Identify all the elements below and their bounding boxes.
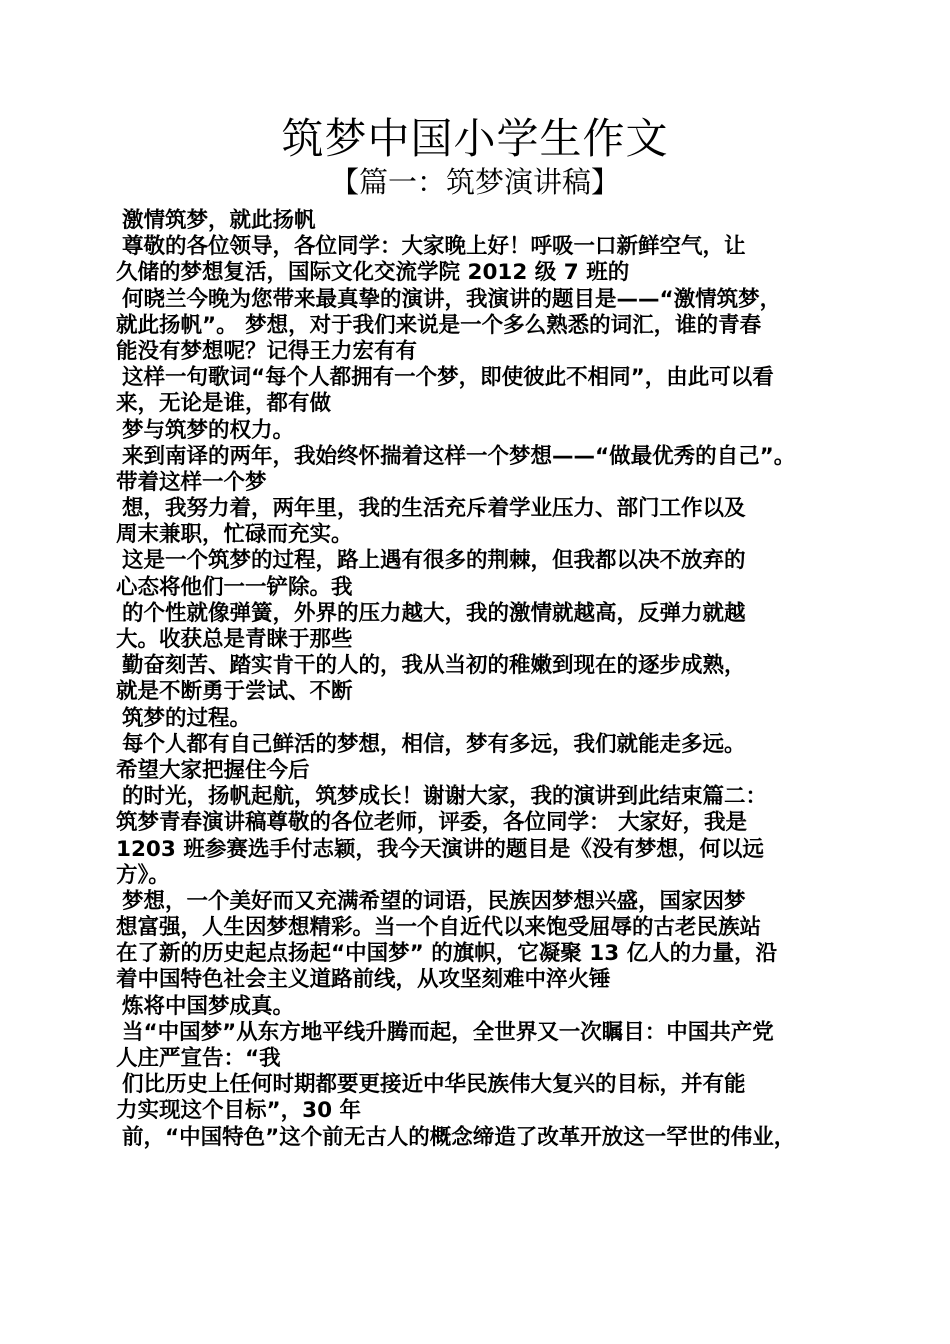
text-line: 人庄严宣告：“我 (116, 1046, 281, 1071)
text-line: 梦想，一个美好而又充满希望的词语，民族因梦想兴盛，国家因梦 (122, 888, 746, 914)
text-line: 尊敬的各位领导，各位同学：大家晚上好！呼吸一口新鲜空气，让 (122, 234, 746, 260)
text-line: 希望大家把握住今后 (116, 757, 310, 783)
text-line: 来到南译的两年，我始终怀揣着这样一个梦想——“做最优秀的自己”。 (122, 443, 796, 469)
text-line: 方》。 (116, 862, 170, 888)
text-line: 炼将中国梦成真。 (122, 993, 295, 1019)
text-line: 当“中国梦”从东方地平线升腾而起，全世界又一次瞩目：中国共产党 (122, 1019, 774, 1045)
text-line: 想，我努力着，两年里，我的生活充斥着学业压力、部门工作以及 (122, 496, 746, 522)
text-line: 这是一个筑梦的过程，路上遇有很多的荆棘，但我都以决不放弃的 (122, 548, 746, 574)
text-line: 筑梦青春演讲稿尊敬的各位老师，评委，各位同学： 大家好，我是 (116, 810, 747, 836)
text-line: 久储的梦想复活，国际文化交流学院 2012 级 7 班的 (116, 260, 630, 286)
text-line: 周末兼职，忙碌而充实。 (116, 522, 353, 548)
text-line: 的时光，扬帆起航，筑梦成长！谢谢大家，我的演讲到此结束篇二： (122, 784, 768, 810)
text-line: 梦与筑梦的权力。 (122, 417, 295, 443)
text-line: 筑梦的过程。 (122, 705, 252, 731)
text-line: 们比历史上任何时期都要更接近中华民族伟大复兴的目标，并有能 (122, 1072, 746, 1098)
text-line: 大。收获总是青睐于那些 (116, 627, 353, 652)
text-line: 来，无论是谁，都有做 (116, 391, 332, 417)
text-line: 带着这样一个梦 (116, 469, 267, 495)
text-line: 力实现这个目标”，30 年 (116, 1098, 362, 1124)
text-line: 就是不断勇于尝试、不断 (116, 679, 353, 705)
text-line: 着中国特色社会主义道路前线，从攻坚刻难中淬火锤 (116, 967, 611, 993)
text-line: 就此扬帆”。 梦想，对于我们来说是一个多么熟悉的词汇，谁的青春 (116, 312, 762, 338)
text-line: 这样一句歌词“每个人都拥有一个梦，即使彼此不相同”，由此可以看 (122, 365, 774, 391)
text-line: 每个人都有自己鲜活的梦想，相信，梦有多远，我们就能走多远。 (122, 731, 746, 757)
text-line: 1203 班参赛选手付志颖，我今天演讲的题目是《没有梦想，何以远 (116, 836, 764, 862)
text-line: 想富强，人生因梦想精彩。当一个自近代以来饱受屈辱的古老民族站 (116, 915, 762, 941)
text-line: 心态将他们一一铲除。我 (116, 574, 353, 600)
text-line: 勤奋刻苦、踏实肯干的人的，我从当初的稚嫩到现在的逐步成熟， (122, 653, 746, 679)
text-line: 能没有梦想呢？记得王力宏有有 (116, 338, 418, 364)
body-text (116, 208, 856, 1151)
text-line: 激情筑梦，就此扬帆 (122, 208, 316, 233)
section-heading: 【篇一：筑梦演讲稿】 (329, 165, 620, 199)
text-line: 的个性就像弹簧，外界的压力越大，我的激情就越高，反弹力就越 (122, 600, 746, 626)
page-title: 筑梦中国小学生作文 (281, 114, 669, 163)
text-line: 前，“中国特色”这个前无古人的概念缔造了改革开放这一罕世的伟业， (122, 1124, 796, 1150)
text-line: 何晓兰今晚为您带来最真挚的演讲，我演讲的题目是——“激情筑梦， (122, 286, 782, 312)
text-line: 在了新的历史起点扬起“中国梦” 的旗帜，它凝聚 13 亿人的力量，沿 (116, 941, 778, 967)
